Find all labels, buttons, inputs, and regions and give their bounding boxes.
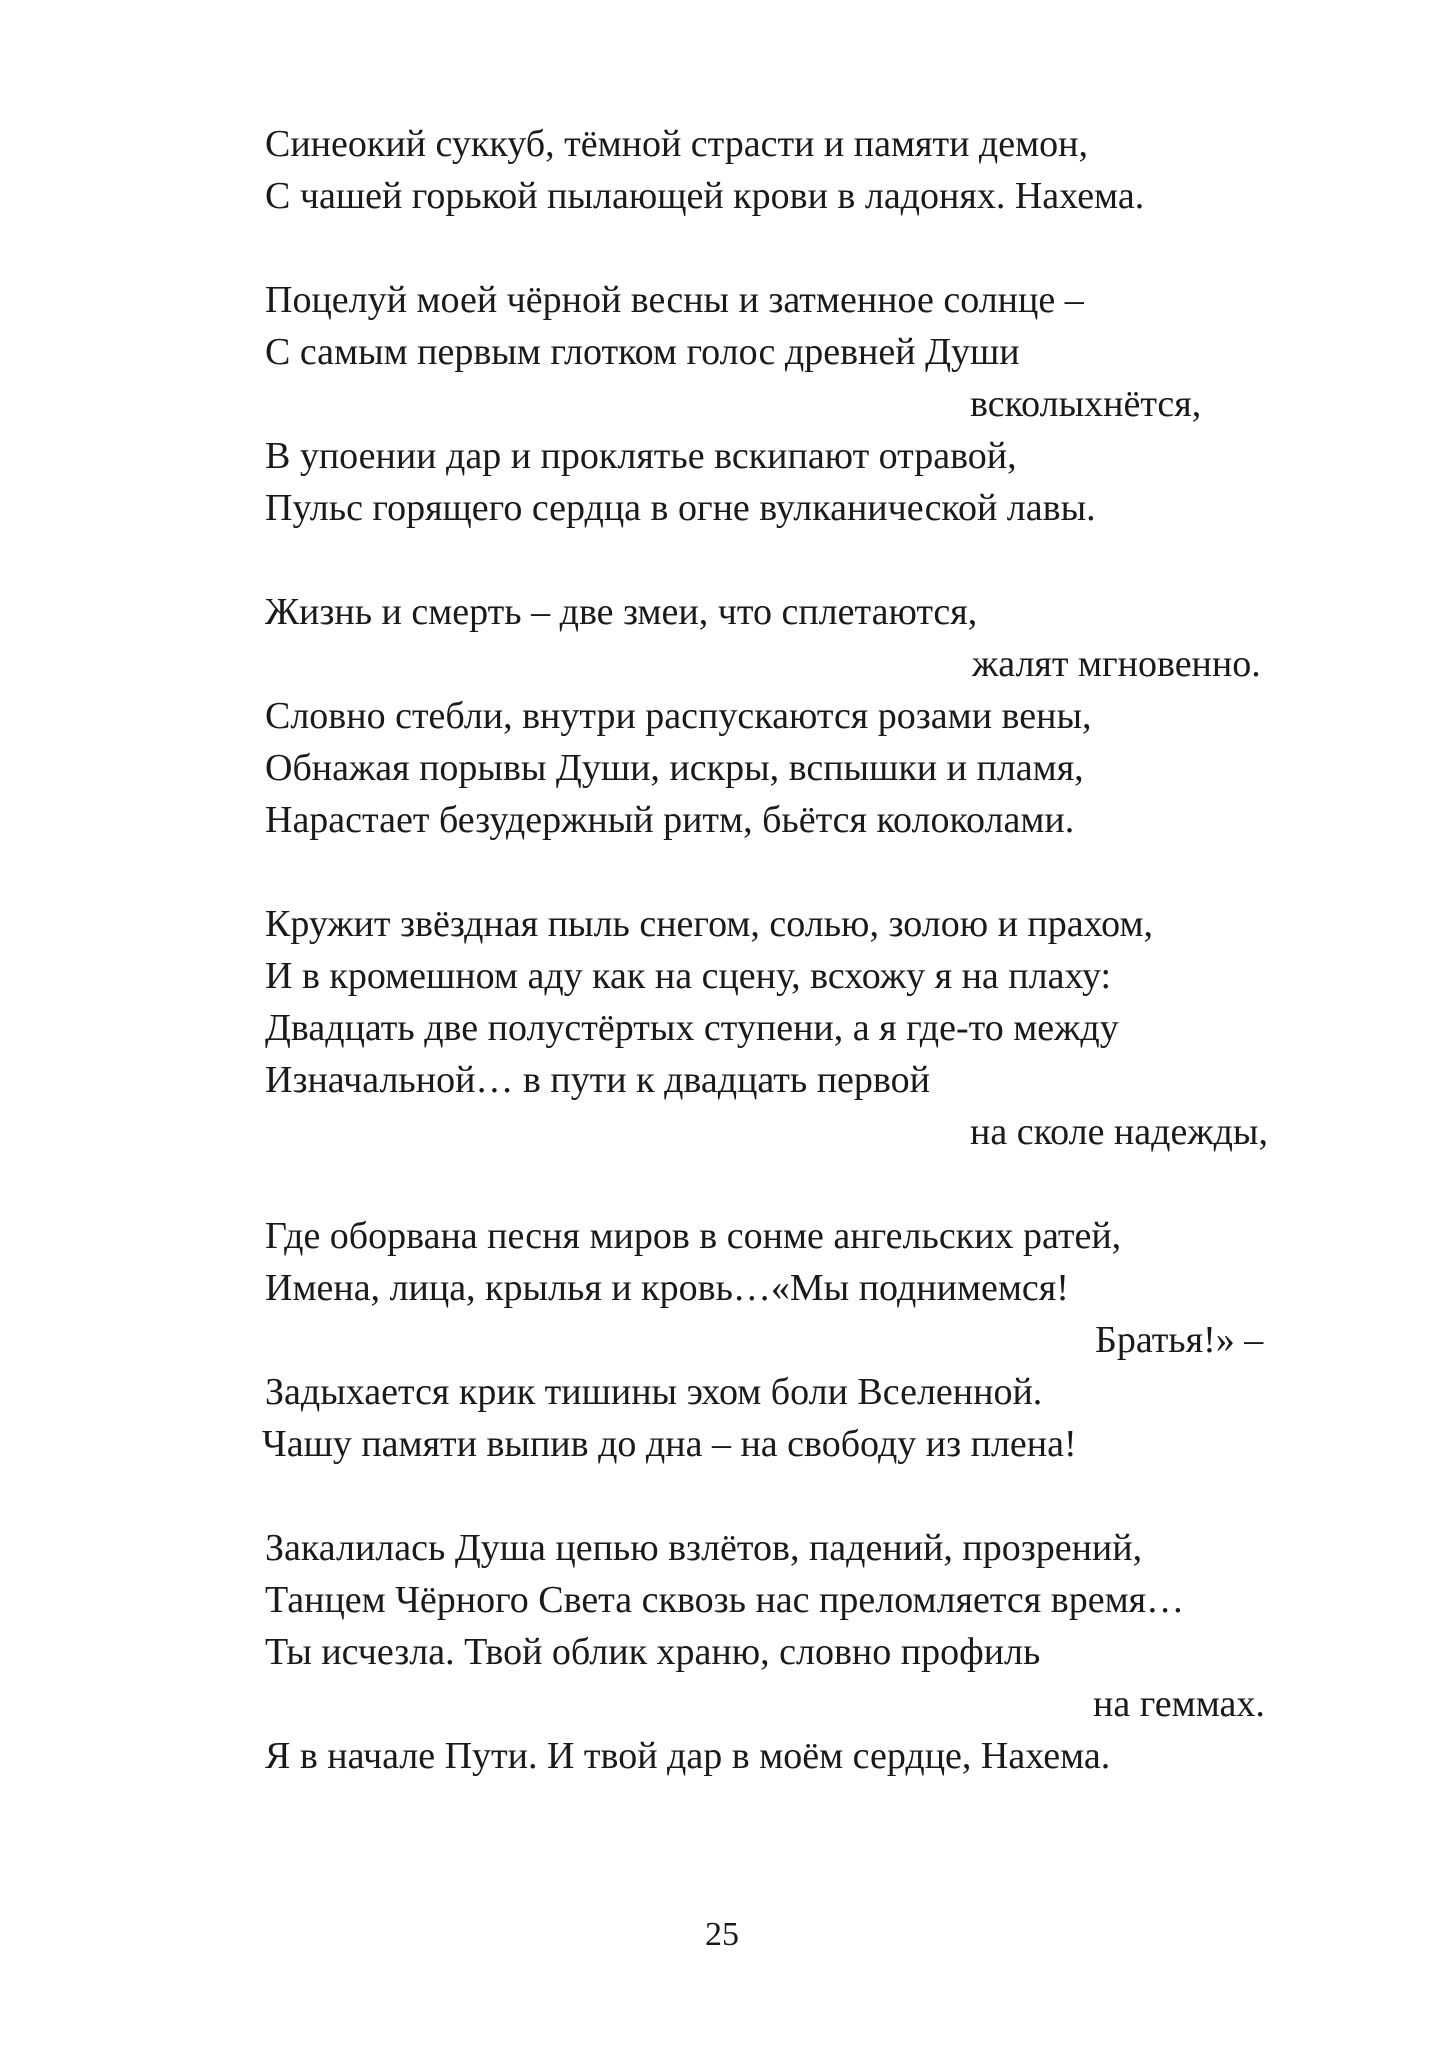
poem-line: С чашей горькой пылающей крови в ладонях. Нахема. [265, 175, 1145, 217]
poem-line-continuation: Братья!» – [1095, 1319, 1264, 1361]
poem-line-continuation: на геммах. [1093, 1683, 1265, 1725]
poem-line: Синеокий суккуб, тёмной страсти и памяти демон, [265, 123, 1088, 165]
stanza-6 [265, 1522, 1315, 1782]
poem-line: Нарастает безудержный ритм, бьётся колоколами. [265, 799, 1075, 841]
poem-line-continuation: на сколе надежды, [970, 1111, 1268, 1153]
stanza-3 [265, 586, 1315, 846]
poem-line: Ты исчезла. Твой облик храню, словно профиль [265, 1631, 1041, 1673]
poem-line: Танцем Чёрного Света сквозь нас преломляется время… [265, 1579, 1185, 1621]
poem-line: Изначальной… в пути к двадцать первой [265, 1059, 930, 1101]
poem-line-continuation: всколыхнётся, [970, 383, 1202, 425]
poem-line: И в кромешном аду как на сцену, всхожу я на плаху: [265, 955, 1112, 997]
stanza-4 [265, 898, 1315, 1158]
page-number: 25 [705, 1916, 739, 1953]
poem-line: Я в начале Пути. И твой дар в моём сердце, Нахема. [265, 1735, 1111, 1777]
poem-line: Двадцать две полустёртых ступени, а я где-то между [265, 1007, 1119, 1049]
poem-line: Задыхается крик тишины эхом боли Вселенной. [265, 1371, 1043, 1413]
poem-line: С самым первым глотком голос древней Души [265, 331, 1020, 373]
poem-line: Где оборвана песня миров в сонме ангельских ратей, [265, 1215, 1122, 1257]
poem-line: Поцелуй моей чёрной весны и затменное солнце – [265, 279, 1084, 321]
poem-line-continuation: жалят мгновенно. [972, 643, 1261, 685]
poem-line: В упоении дар и проклятье вскипают отравой, [265, 435, 1017, 477]
poem-line: Чашу памяти выпив до дна – на свободу из плена! [262, 1423, 1077, 1465]
stanza-2 [265, 274, 1315, 534]
stanza-5 [262, 1210, 1315, 1470]
poem-line: Словно стебли, внутри распускаются розами вены, [265, 695, 1092, 737]
poem [262, 118, 1315, 1834]
poem-line: Закалилась Душа цепью взлётов, падений, прозрений, [265, 1527, 1143, 1569]
poem-line: Жизнь и смерть – две змеи, что сплетаются, [265, 591, 978, 633]
poem-line: Кружит звёздная пыль снегом, солью, золою и прахом, [265, 903, 1153, 945]
poem-line: Имена, лица, крылья и кровь…«Мы поднимемся! [265, 1267, 1069, 1309]
stanza-1 [265, 118, 1315, 222]
poem-line: Пульс горящего сердца в огне вулканической лавы. [265, 487, 1096, 529]
poem-line: Обнажая порывы Души, искры, вспышки и пламя, [265, 747, 1084, 789]
